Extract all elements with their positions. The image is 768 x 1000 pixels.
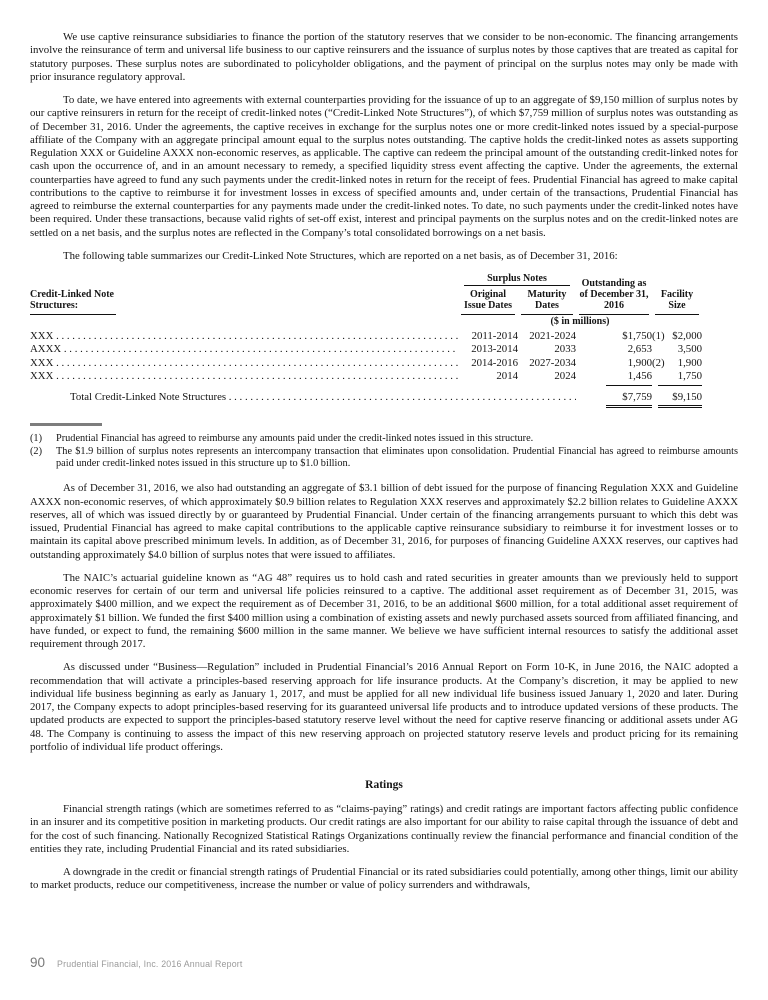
footer-report-title: Prudential Financial, Inc. 2016 Annual Report <box>57 959 243 969</box>
table-row <box>30 357 738 371</box>
cell-maturity-dates: 2027-2034 <box>529 356 576 369</box>
cell-facility-size: 1,900 <box>677 356 702 369</box>
footnote-divider <box>30 423 102 426</box>
body-paragraph-ratings-importance: Financial strength ratings (which are sometimes referred to as “claims-paying” ratings) and credit ratings are important factors affecting public confidence in an insurer and its competitive position in marketing products. Our credit ratings are also important for our ability to raise capital through the issuance of debt and for the cost of such financing. Nationally Recognized Statistical Ratings Organizations continually review the financial performance and financial condition of the entities they rate, including Prudential Financial and its rated subsidiaries. <box>30 803 738 855</box>
cell-maturity-dates: 2033 <box>554 343 576 356</box>
row-header-underline <box>30 314 116 315</box>
footnote-number: (1) <box>30 432 43 444</box>
col-header-outstanding: Outstanding as of December 31, 2016 <box>576 273 652 315</box>
body-paragraph-ag48: The NAIC’s actuarial guideline known as “AG 48” requires us to hold cash and rated securities in greater amounts than we previously held to support economic reserves for certain of our term and universal life policies reinsured to a captive. The additional asset requirement as of December 31, 2015, was approximately $400 million, and we expect the requirement as of December 31, 2016, to be an additional $600 million, for a total additional asset requirement of approximately $1 billion. We funded the first $400 million using a combination of existing assets and newly purchased assets sourced from affiliated financing, and have funded, or expect to fund, the remaining $600 million in the same manner. We believe we have sufficient internal resources to satisfy the additional asset requirement through 2017. <box>30 571 738 651</box>
footnote <box>30 446 738 472</box>
cell-outstanding: 2,653 <box>627 343 652 356</box>
cell-facility-size: 1,750 <box>652 370 702 386</box>
cell-outstanding: $1,750(1) <box>622 329 665 342</box>
body-paragraph-principles-based-reserving: As discussed under “Business—Regulation” included in Prudential Financial’s 2016 Annual Report on Form 10-K, in June 2016, the NAIC adopted a recommendation that will activate a principles-based reserving approach for life insurance products. At the Company’s discretion, it may be applied to new individual life business beginning as early as January 1, 2017, and must be applied for all new individual life business issued January 1, 2020 and later. During 2017, the Company expects to adopt principles-based reserving for its guaranteed universal life products and to introduce updated versions of these products. The updated products are expected to support the principles-based statutory reserve level without the need for captive reserve financing or additional assets under AG 48. The Company is continuing to assess the impact of this new reserving approach on projected statutory reserve levels and product pricing for its remaining portfolio of individual life product offerings. <box>30 661 738 753</box>
footnotes <box>30 433 738 472</box>
table-units-label: ($ in millions) <box>550 315 610 327</box>
cell-original-issue-dates: 2013-2014 <box>471 343 518 356</box>
body-paragraph-debt-outstanding: As of December 31, 2016, we also had outstanding an aggregate of $3.1 billion of debt issued for the purpose of financing Regulation XXX and Guideline AXXX non-economic reserves, of which approximately $0.9 billion relates to Regulation XXX reserves and approximately $2.2 billion relates to Guideline AXXX reserves, all of which was issued directly by or guaranteed by Prudential Financial. Under certain of the financing arrangements pursuant to which this debt was issued, Prudential Financial has agreed to make capital contributions to the applicable captive reinsurance subsidiary to reimburse it for investment losses or to maintain its capital above prescribed minimum levels. In addition, as of December 31, 2016, for purposes of financing Guideline AXXX reserves, our captives had outstanding approximately $4.0 billion of surplus notes that were issued to affiliates. <box>30 482 738 561</box>
cell-facility-size: $2,000 <box>672 329 702 342</box>
cell-original-issue-dates: 2014 <box>496 370 518 383</box>
cell-original-issue-dates: 2014-2016 <box>471 356 518 369</box>
ratings-heading: Ratings <box>365 779 403 792</box>
col-header-maturity-dates: Maturity Dates <box>518 289 576 314</box>
cell-facility-size: 3,500 <box>677 343 702 356</box>
footnote-text: The $1.9 billion of surplus notes represents an intercompany transaction that eliminates upon consolidation. Prudential Financial has agreed to reimburse amounts paid under credit-linked notes issued in this structure up to $1.0 billion. <box>56 445 738 470</box>
row-header-credit-linked-note-structures <box>30 273 458 315</box>
table-total-row <box>30 391 738 409</box>
body-paragraph-captive-reinsurance: We use captive reinsurance subsidiaries to finance the portion of the statutory reserves that we consider to be non-economic. The financing arrangements involve the reinsurance of term and universal life business to our captive reinsurers and the issuance of surplus notes by those captives that are treated as capital for statutory purposes. These surplus notes are subordinated to policyholder obligations, and the payment of principal on the surplus notes may only be made with prior insurance regulatory approval. <box>30 31 738 83</box>
total-row-label: Total Credit-Linked Note Structures . . . <box>30 391 576 405</box>
table-row <box>30 370 738 386</box>
col-group-surplus-notes <box>458 273 576 315</box>
body-paragraph-table-intro: The following table summarizes our Credit-Linked Note Structures, which are reported on a net basis, as of December 31, 2016: <box>63 249 618 262</box>
row-label: XXX . . . <box>30 357 458 371</box>
footnote-number: (2) <box>30 445 43 457</box>
row-label: XXX . . . <box>30 370 458 384</box>
total-outstanding: $7,759 <box>576 391 652 409</box>
table-header <box>30 273 738 315</box>
footnote <box>30 433 738 446</box>
group-header-surplus-notes: Surplus Notes <box>464 273 570 286</box>
cell-outstanding: 1,456 <box>576 370 652 386</box>
body-paragraph-credit-linked-agreements: To date, we have entered into agreements with external counterparties providing for the issuance of up to an aggregate of $9,150 million of surplus notes by our captive reinsurers in return for the receipt of credit-linked notes (“Credit-Linked Note Structures”), of which $7,759 million of surplus notes was outstanding as of December 31, 2016. Under the agreements, the captive receives in exchange for the surplus notes one or more credit-linked notes issued by a special-purpose affiliate of the Company with an aggregate principal amount equal to the surplus notes outstanding. The captive holds the credit-linked notes as assets supporting Regulation XXX or Guideline AXXX non-economic reserves, as applicable. The captive can redeem the principal amount of the outstanding credit-linked notes for cash upon the occurrence of, and in an amount necessary to remedy, a specified liquidity stress event affecting the captive. Under the agreements, the external counterparties have agreed to fund any such payments under the credit-linked notes in return for the receipt of fees. Prudential Financial has agreed to make capital contributions to the captive to reimburse it for investment losses in excess of specified amounts and, under certain of the transactions, Prudential Financial has agreed to reimburse the external counterparties for any payments made under the credit-linked notes. To date, no such payments under the credit-linked notes have been required. Under these transactions, because valid rights of set-off exist, interest and principal payments on the surplus notes and on the credit-linked notes are settled on a net basis, and the surplus notes are reflected in the Company’s total consolidated borrowings on a net basis. <box>30 94 738 239</box>
row-label: XXX . . . <box>30 330 458 344</box>
row-header-label: Credit-Linked Note Structures: <box>30 289 114 312</box>
body-paragraph-downgrade: A downgrade in the credit or financial strength ratings of Prudential Financial or its rated subsidiaries could potentially, among other things, limit our ability to market products, reduce our competitiveness, increase the number or value of policy surrenders and withdrawals, <box>30 866 738 892</box>
cell-original-issue-dates: 2011-2014 <box>471 329 518 342</box>
table-row <box>30 343 738 357</box>
cell-maturity-dates: 2021-2024 <box>529 329 576 342</box>
col-header-original-issue-dates: Original Issue Dates <box>458 289 518 314</box>
table-row <box>30 330 738 344</box>
total-facility-size: $9,150 <box>652 391 702 409</box>
page-number: 90 <box>30 955 46 970</box>
footnote-text: Prudential Financial has agreed to reimburse any amounts paid under the credit-linked notes issued in this structure. <box>56 432 534 444</box>
page-footer <box>30 955 243 970</box>
cell-maturity-dates: 2024 <box>554 370 576 383</box>
row-label: AXXX . . . <box>30 343 458 357</box>
credit-linked-notes-table <box>30 273 738 408</box>
col-header-facility-size: Facility Size <box>652 273 702 315</box>
cell-outstanding: 1,900(2) <box>627 356 665 369</box>
